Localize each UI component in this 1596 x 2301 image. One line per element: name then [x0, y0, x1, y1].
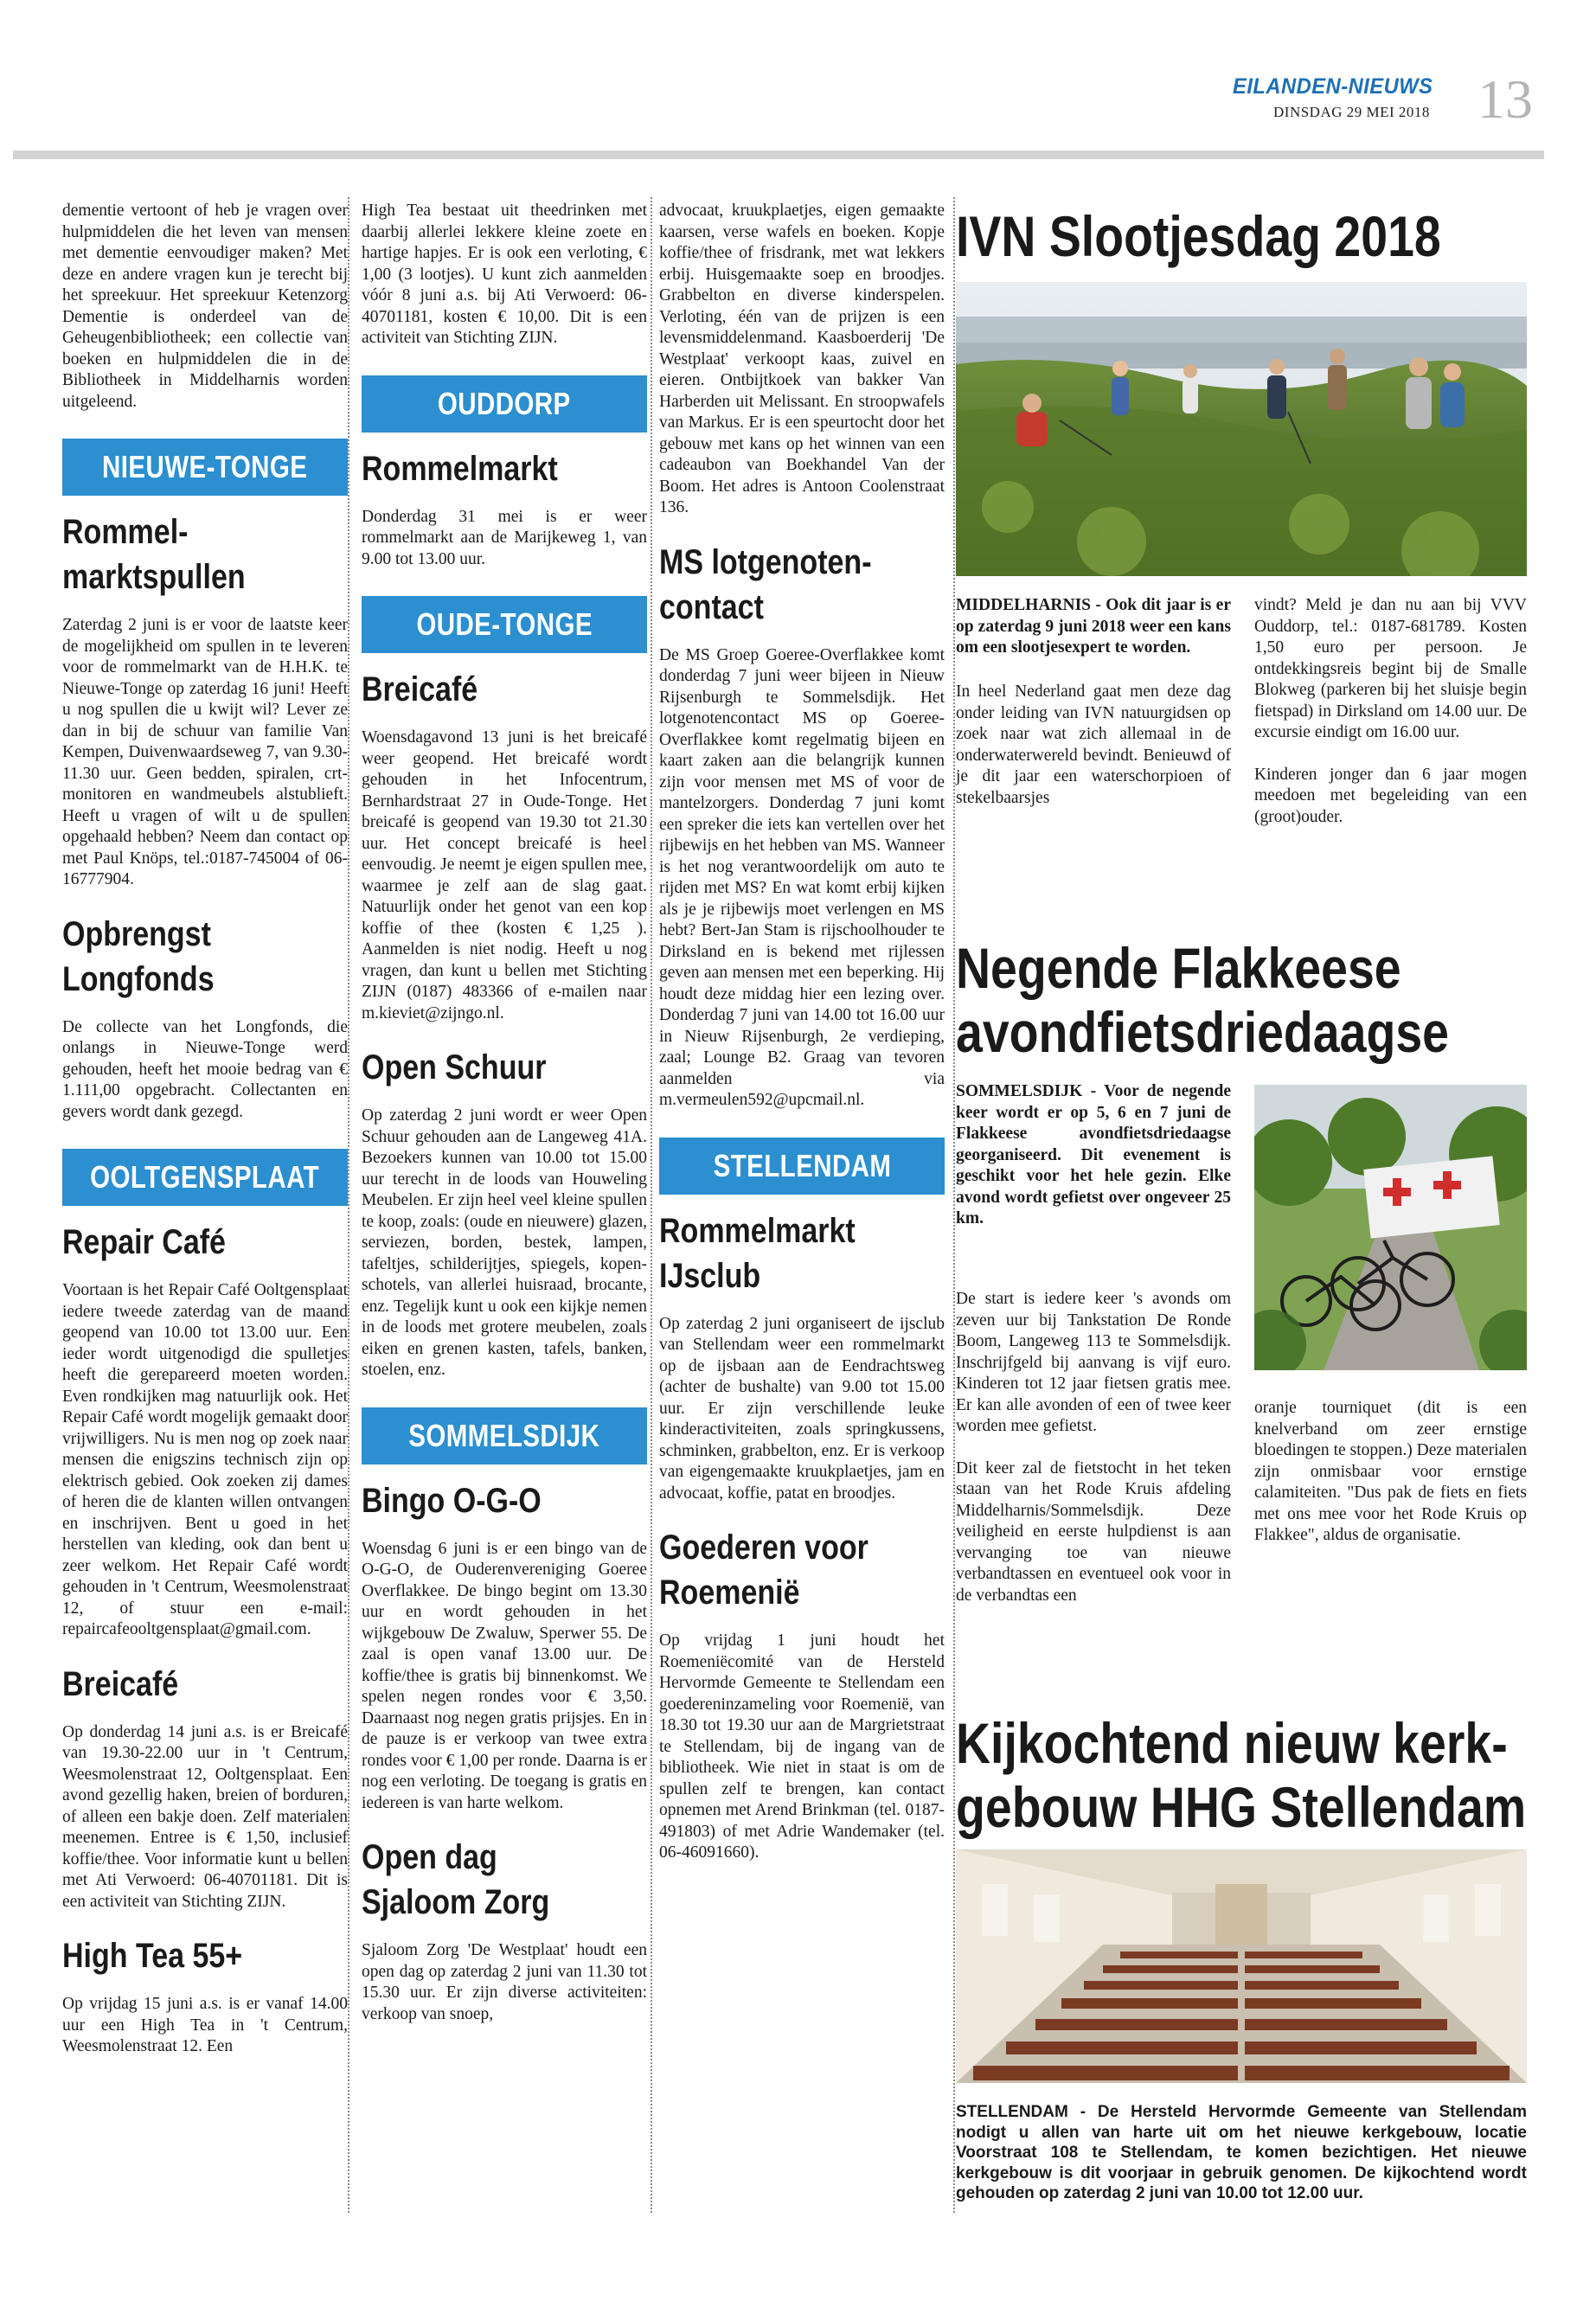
paragraph: Op vrijdag 1 juni houdt het Roemeniëcomité van de Hersteld Hervormde Gemeente te Stellendam een goedereninzameling voor Roemenië, van 18.30 tot 19.30 uur aan de Margrietstraat te Stellendam, bij de ingang van de bibliotheek. Wie niet in staat is om de spullen zelf te brengen, kan contact opnemen met Arend Brinkman (tel. 0187-491803) of met Adrie Wandemaker (tel. 06-46091660).: [659, 1631, 945, 1862]
article-text: [62, 201, 348, 413]
paragraph: advocaat, kruukplaetjes, eigen gemaakte kaarsen, verse wafels en boeken. Kopje koffie/thee of frisdrank, met wat lekkers erbij. Huisgemaakte soep en broodjes. Grabbelton en diverse kinderspelen. Verloting, één van de prijzen is een levensmiddelenmand. Kaasboerderij 'De Westplaat' verkoopt kaas, zuivel en eieren. Ontbijtkoek van bakker Van Harberden uit Melissant. En stroopwafels van Markus. Er is een speurtocht door het gebouw met kans op het winnen van een cadeaubon van Boekhandel Van der Boom. Het adres is Antoon Coolenstraat 136.: [659, 202, 945, 516]
banner-label: STELLENDAM: [713, 1147, 891, 1183]
church-photo-illustration: [956, 1849, 1527, 2083]
photo-bicycles-red-cross: [1254, 1085, 1527, 1370]
article-headline: IVN Slootjesdag 2018: [956, 204, 1441, 268]
paragraph: Woensdagavond 13 juni is het breicafé weer geopend. Het breicafé wordt gehouden in het Infocentrum, Bernhardstraat 27 in Oude-Tonge. Het breicafé is geopend van 19.30 tot 21.30 uur. Het concept breicafé is heel eenvoudig. Je neemt je eigen spullen mee, waarmee je zelf aan de slag gaat. Natuurlijk onder het genot van een kop koffie of thee (kosten € 1,25 ). Aanmelden is niet nodig. Heeft u nog vragen, dan kunt u bellen met Stichting ZIJN (0187) 483366 of e-mailen naar m.kieviet@zijngo.nl.: [362, 728, 647, 1022]
article-headline: Rommel- marktspullen: [62, 513, 246, 596]
article-text: [62, 1017, 348, 1124]
paragraph: Op donderdag 14 juni a.s. is er Breicafé van 19.30-22.00 uur in 't Centrum, Weesmolenstraat 12, Ooltgensplaat. Een avond gezellig haken, breien of borduren, of alleen een bakje doen. Zelf materialen meenemen. Entree is € 1,50, inclusief koffie/thee. Voor informatie kunt u bellen met Ati Verwoerd: 06-40701181. Dit is een activiteit van Stichting ZIJN.: [62, 1722, 348, 1911]
paragraph: Dit keer zal de fietstocht in het teken staan van het Rode Kruis afdeling Middelharnis/Sommelsdijk. Deze veiligheid en eerste hulpdienst is aan vervanging toe van nieuwe verbandtassen en eventueel ook voor in de verbandtas een: [956, 1458, 1231, 1605]
article-headline: Kijkochtend nieuw kerk- gebouw HHG Stellendam: [956, 1711, 1527, 1839]
paragraph: Kinderen jonger dan 6 jaar mogen meedoen met begeleiding van een (groot)ouder.: [1254, 765, 1527, 826]
article-text: [362, 507, 647, 571]
article-text: [62, 615, 348, 891]
article-headline: Repair Café: [62, 1223, 226, 1261]
banner-label: NIEUWE-TONGE: [102, 449, 308, 484]
paragraph: Op zaterdag 2 juni wordt er weer Open Schuur gehouden aan de Langeweg 41A. Bezoekers kunnen van 10.00 tot 15.00 uur terecht in de loods van Houweling Meubelen. Er zijn heel veel kleine spullen te koop, zoals: (oude en nieuwere) glazen, serviezen, borden, bestek, lampen, tafeltjes, schilderijtjes, spiegels, kopen-schotels, van allerlei huisraad, brocante, enz. Tegelijk kunt u ook een kijkje nemen in de loods met grotere meubelen, zoals eiken en grenen kasten, tafels, banken, stoelen, enz.: [362, 1106, 647, 1379]
paragraph: Donderdag 31 mei is er weer rommelmarkt aan de Marijkeweg 1, van 9.00 tot 13.00 uur.: [362, 507, 647, 568]
paragraph: High Tea bestaat uit theedrinken met daarbij allerlei lekkere kleine zoete en hartige hapjes. Er is ook een verloting, € 1,00 (3 lootjes). U kunt zich aanmelden vóór 8 juni a.s. bij Ati Verwoerd: 06-40701181, kosten € 10,00. Dit is een activiteit van Stichting ZIJN.: [362, 202, 647, 347]
column-3: [659, 201, 945, 1885]
column-divider: [651, 197, 652, 2213]
section-banner-stellendam: [659, 1138, 945, 1195]
paragraph: dementie vertoont of heb je vragen over hulpmiddelen die het leven van mensen met dementie eenvoudiger maken? Met deze en andere vragen kun je terecht bij het spreekuur. Het spreekuur Ketenzorg Dementie is onderdeel van de Geheugenbibliotheek; een collectie van boeken en hulpmiddelen die in de Bibliotheek in Middelharnis worden uitgeleend.: [62, 202, 348, 411]
paragraph: In heel Nederland gaat men deze dag onder leiding van IVN natuurgidsen op zoek naar wat zich allemaal in de onderwaterwereld bevindt. Benieuwd of je dit jaar een waterschorpioen of stekelbaarsjes: [956, 683, 1231, 807]
paragraph: De collecte van het Longfonds, die onlangs in Nieuwe-Tonge werd gehouden, heeft het mooie bedrag van € 1.111,00 opgebracht. Collectanten en gevers wordt dank gezegd.: [62, 1017, 348, 1121]
paragraph: Woensdag 6 juni is er een bingo van de O-G-O, de Ouderenvereniging Goeree Overflakkee. De bingo begint om 13.30 uur en wordt gehouden in het wijkgebouw De Zwaluw, Sperwer 55. De zaal is open vanaf 13.00 uur. De koffie/thee is gratis bij binnenkomst. We spelen negen rondes voor € 3,50. Daarnaast nog negen gratis prijsjes. En in de pauze is er verkoop van twee extra rondes voor € 1,00 per ronde. Daarna is er nog een verloting. De toegang is gratis en iedereen is van harte welkom.: [362, 1539, 647, 1812]
banner-label: OOLTGENSPLAAT: [90, 1159, 320, 1195]
section-banner-nieuwe-tonge: [62, 439, 348, 496]
article-text: [362, 1539, 647, 1815]
brand-logo: EILANDEN-NIEUWS: [1233, 74, 1433, 99]
paragraph: Voortaan is het Repair Café Ooltgensplaat iedere tweede zaterdag van de maand geopend van 10.00 tot 13.00 uur. Een ieder wordt uitgenodigd die spulletjes heeft die gerepareerd moeten worden. Even rondkijken mag natuurlijk ook. Het Repair Café wordt mogelijk gemaakt door vrijwilligers. Nu is men nog op zoek naar mensen die enigszins technisch zijn op elektrisch gebied. Ook zoeken zij dames of heren die de klanten willen ontvangen en inschrijven. Bent u goed in het herstellen van kleding, ook dan bent u zeer welkom. Het Repair Café wordt gehouden in 't Centrum, Weesmolenstraat 12, of stuur een e-mail: repaircafeooltgensplaat@gmail.com.: [62, 1281, 348, 1638]
photo-caption: STELLENDAM - De Hersteld Hervormde Gemeente van Stellendam nodigt u allen van harte uit om het nieuwe kerkgebouw, locatie Voorstraat 108 te Stellendam, te komen bezichtigen. Het nieuwe kerkgebouw is dit voorjaar in gebruik genomen. De kijkochtend wordt gehouden op zaterdag 2 juni van 10.00 tot 12.00 uur.: [956, 2103, 1527, 2202]
article-text: [362, 201, 647, 349]
article-text: [1254, 595, 1527, 849]
article-headline: Open Schuur: [362, 1048, 547, 1086]
paragraph: vindt? Meld je dan nu aan bij VVV Ouddorp, tel.: 0187-681789. Kosten 1,50 euro per persoon. Je ontdekkingsreis begint bij de Smalle Blokweg (parkeren bij het sluisje begin fietspad) in Dirksland om 14.00 uur. De excursie eindigt om 16.00 uur.: [1254, 596, 1527, 741]
article-headline: Rommelmarkt IJsclub: [659, 1211, 856, 1295]
article-text: [1254, 1398, 1527, 1567]
paragraph: De MS Groep Goeree-Overflakkee komt donderdag 7 juni weer bijeen in Nieuw Rijsenburgh te Sommelsdijk. Het lotgenotencontact MS op Goeree-Overflakkee komt regelmatig bijeen en kaart zaken aan die belangrijk kunnen zijn voor mensen met MS of voor de mantelzorgers. Donderdag 7 juni komt een spreker die iets kan vertellen over het rijbewijs en het hebben van MS. Wanneer is het nog verantwoordelijk om auto te rijden met MS? En wat komt erbij kijken als je je rijbewijs moet verlengen en MS hebt? Bert-Jan Stam is rijschoolhouder te Dirksland en is bekend met rijlessen geven aan mensen met een beperking. Hij houdt deze middag hier een lezing over. Donderdag 7 juni van 14.00 tot 16.00 uur in Nieuw Rijsenburgh, 2e verdieping, zaal; Lounge B2. Graag van tevoren aanmelden via m.vermeulen592@upcmail.nl.: [659, 645, 945, 1109]
section-banner-ouddorp: [362, 375, 647, 433]
article-avondfietsdriedaagse: [956, 936, 1527, 1605]
article-ivn-slootjesdag: [956, 197, 1527, 872]
article-text: [62, 1994, 348, 2058]
column-divider: [953, 197, 955, 2213]
page-number: 13: [1477, 68, 1533, 130]
photo-church-interior: [956, 1849, 1527, 2083]
paragraph: oranje tourniquet (dit is een knelverband om zeer ernstige bloedingen te stoppen.) Deze materialen zijn onmisbaar voor ernstige calamiteiten. "Dus pak de fiets en fiets met ons mee voor het Rode Kruis op Flakkee", aldus de organisatie.: [1254, 1399, 1527, 1544]
paragraph: Op zaterdag 2 juni organiseert de ijsclub van Stellendam weer een rommelmarkt op de ijsbaan aan de Eendrachtsweg (achter de bushalte) van 9.00 tot 15.00 uur. Er zijn verschillende leuke kinderactiviteiten, zoals springkussens, schminken, grabbelton, enz. Er is verkoop van eigengemaakte kruukplaetjes, jam en advocaat, koffie, patat en broodjes.: [659, 1314, 945, 1503]
article-text: [956, 682, 1231, 830]
article-text: [362, 1940, 647, 2025]
banner-label: OUDDORP: [438, 385, 571, 421]
section-banner-ooltgensplaat: [62, 1149, 348, 1206]
article-kijkochtend-kerkgebouw: [956, 1711, 1527, 2230]
article-headline: MS lotgenoten- contact: [659, 542, 872, 626]
bicycle-photo-illustration: [1254, 1085, 1527, 1370]
article-headline: Open dag Sjaloom Zorg: [362, 1838, 550, 1921]
article-text: [62, 1280, 348, 1641]
banner-label: SOMMELSDIJK: [408, 1417, 600, 1453]
article-headline: Breicafé: [362, 670, 478, 708]
article-headline: Breicafé: [62, 1664, 179, 1703]
header-rule: [13, 151, 1544, 159]
banner-label: OUDE-TONGE: [416, 606, 593, 642]
article-headline: Opbrengst Longfonds: [62, 914, 215, 998]
article-text: [62, 1722, 348, 1913]
article-text: [659, 1314, 945, 1505]
column-divider: [348, 197, 349, 2213]
article-lead: MIDDELHARNIS - Ook dit jaar is er op zaterdag 9 juni 2018 weer een kans om een slootjesexpert te worden.: [956, 596, 1231, 657]
article-text: [362, 727, 647, 1024]
article-text: [659, 645, 945, 1112]
article-headline: High Tea 55+: [62, 1937, 243, 1975]
paragraph: De start is iedere keer 's avonds om zeven uur bij Tankstation De Ronde Boom, Langeweg 113 te Sommelsdijk. Inschrijfgeld bij aanvang is vijf euro. Kinderen tot 12 jaar fietsen gratis mee. Er kan alle avonden of een of twee keer worden mee gefietst.: [956, 1290, 1231, 1435]
column-2: [362, 201, 647, 2046]
section-banner-sommelsdijk: [362, 1407, 647, 1465]
article-text: [956, 1289, 1231, 1627]
article-text: [362, 1106, 647, 1381]
article-text: [659, 1631, 945, 1864]
article-text: [659, 201, 945, 519]
article-headline: Bingo O-G-O: [362, 1481, 542, 1520]
header: [0, 0, 1596, 164]
issue-date: DINSDAG 29 MEI 2018: [1273, 104, 1430, 120]
section-banner-oude-tonge: [362, 596, 647, 653]
article-headline: Negende Flakkeese avondfietsdriedaagse: [956, 936, 1449, 1064]
pond-photo-illustration: [956, 282, 1527, 576]
paragraph: Zaterdag 2 juni is er voor de laatste keer de mogelijkheid om spullen in te leveren voor de rommelmarkt van de H.H.K. te Nieuwe-Tonge op zaterdag 16 juni! Heeft u nog spullen die u kwijt wil? Lever ze dan in bij de schuur van familie Van Kempen, Duivenwaardseweg 7, van 9.30-11.30 uur. Geen bedden, spiralen, crt-monitoren en wandmeubels alstublieft. Heeft u vragen of wilt u de spullen opgehaald hebben? Neem dan contact op met Paul Knöps, tel.:0187-745004 of 06-16777904.: [62, 616, 348, 888]
article-headline: Rommelmarkt: [362, 449, 558, 488]
article-lead: SOMMELSDIJK - Voor de negende keer wordt er op 5, 6 en 7 juni de Flakkeese avondfietsdriedaagse georganiseerd. Dit evenement is geschikt voor het hele gezin. Elke avond wordt gefietst over ongeveer 25 km.: [956, 1082, 1231, 1227]
article-headline: Goederen voor Roemenië: [659, 1529, 869, 1612]
column-1: [62, 201, 348, 2079]
paragraph: Sjaloom Zorg 'De Westplaat' houdt een open dag op zaterdag 2 juni van 11.30 tot 15.30 uur. Er zijn diverse activiteiten: verkoop van snoep,: [362, 1941, 647, 2023]
paragraph: Op vrijdag 15 juni a.s. is er vanaf 14.00 uur een High Tea in 't Centrum, Weesmolenstraat 12. Een: [62, 1995, 348, 2055]
photo-pond-children: [956, 282, 1527, 576]
